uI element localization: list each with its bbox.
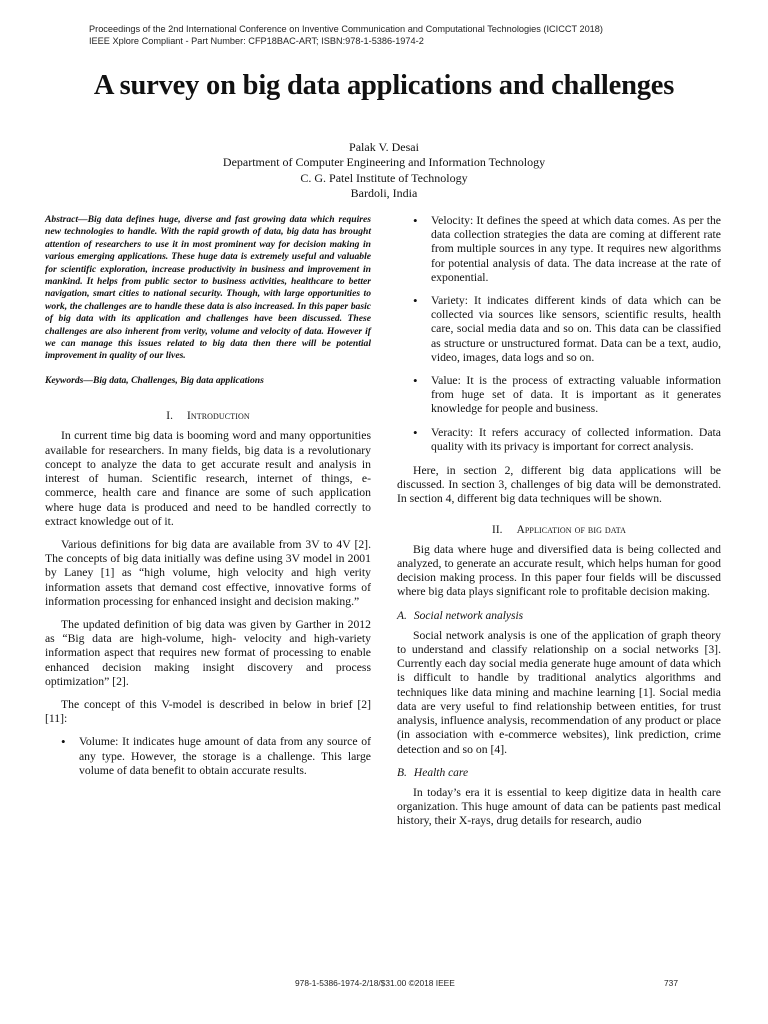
bullet-variety: • Variety: It indicates different kinds of data which can be collected via sources like sensors, scientific results, health care, social media data and so on. This data can be classified as structure or unstructured format. Data can be a text, audio, video, images, data logs and so on. — [397, 294, 721, 365]
keywords: Keywords—Big data, Challenges, Big data applications — [45, 374, 264, 386]
bullet-veracity: • Veracity: It refers accuracy of collected information. Data quality with its privacy is important for correct analysis. — [397, 426, 721, 454]
left-column — [45, 214, 371, 788]
intro-paragraph-1: In current time big data is booming word and many opportunities available for researchers. In many fields, big data is a revolutionary concept to analyze the data to get accurate result and analysis in interest of human. Scientific research, internet of things, e-commerce, health care and finance are some of such application where huge data is produced and need to be handled correctly to extract knowledge out of it. — [45, 429, 371, 528]
subsection-b-heading — [397, 766, 721, 780]
abstract: Abstract—Big data defines huge, diverse and fast growing data which requires new technologies to handle. With the rapid growth of data, big data has brought attention of researchers to use it in most prominent way for decision making in various emerging applications. These huge data is extremely useful and valuable for scientific exploration, increase productivity in business and improvement in mankind. It helps from public sector to business activities, healthcare to better navigation, smart cities to national security. Though, with large opportunities to work, the challenges are to handle these data is also increased. In this paper basic of big data with its application and challenges have been discussed. These challenges are also inherent from verity, volume and velocity of data. However if we can manage this issues related to big data then there will be potential improvement in quality of our lives. — [45, 214, 371, 362]
header-line-1: Proceedings of the 2nd International Conference on Inventive Communication and Computational Technologies (ICICCT 2018) — [89, 24, 603, 34]
v-model-list-right — [397, 214, 721, 454]
author-department: Department of Computer Engineering and Information Technology — [222, 155, 546, 170]
author-institute: C. G. Patel Institute of Technology — [300, 170, 468, 185]
subsection-a-heading — [397, 609, 721, 623]
section-1-heading — [45, 409, 371, 423]
bullet-volume: • Volume: It indicates huge amount of data from any source of any type. However, the storage is a challenge. This large volume of data benefit to obtain accurate results. — [45, 735, 371, 778]
section-2-number: II. — [491, 523, 503, 536]
right-column — [397, 214, 721, 838]
conference-header — [89, 23, 709, 47]
intro-paragraph-4: The concept of this V-model is described in below in brief [2][11]: — [45, 697, 371, 726]
header-line-2: IEEE Xplore Compliant - Part Number: CFP18BAC-ART; ISBN:978-1-5386-1974-2 — [89, 36, 424, 46]
subsection-b-text: In today’s era it is essential to keep digitize data in health care organization. This huge amount of data can be patients past medical history, their X-rays, drug details for research, audio — [397, 785, 721, 828]
bullet-velocity: • Velocity: It defines the speed at which data comes. As per the data collection strategies the data are coming at different rate from multiple sources in any type. It requires new algorithms for potential analysis of data. The data increase at the rate of exponential. — [397, 214, 721, 285]
subsection-a-number: A. — [397, 609, 407, 622]
section-2-title: Application of big data — [516, 523, 627, 536]
v-model-list-left — [45, 735, 371, 778]
section-1-number: I. — [166, 410, 174, 423]
author-location: Bardoli, India — [350, 185, 418, 200]
page-number: 737 — [664, 978, 678, 988]
intro-paragraph-2: Various definitions for big data are available from 3V to 4V [2]. The concepts of big data initially was define using 3V model in 2001 by Laney [1] as “high volume, high velocity and high verity information assets that demand cost effective, innovative forms of information processing for enhanced insight and decision making.” — [45, 537, 371, 608]
subsection-b-number: B. — [397, 766, 407, 779]
section-2-intro: Big data where huge and diversified data is being collected and analyzed, to generate an accurate result, which helps human for good decision making process. In this paper four fields will be discussed where big data plays significant role to profitable decision making. — [397, 542, 721, 599]
footer-isbn: 978-1-5386-1974-2/18/$31.00 ©2018 IEEE — [295, 978, 455, 988]
bullet-value: • Value: It is the process of extracting valuable information from huge set of data. It is important as it generates knowledge for people and business. — [397, 374, 721, 417]
intro-paragraph-3: The updated definition of big data was given by Garther in 2012 as “Big data are high-volume, high- velocity and high-variety information aspect that requires new format of processing to enable enhanced decision making insight discovery and process optimization” [2]. — [45, 617, 371, 688]
section-2-heading — [397, 523, 721, 537]
author-block — [0, 140, 768, 201]
author-name: Palak V. Desai — [349, 140, 419, 154]
intro-closing-paragraph: Here, in section 2, different big data applications will be discussed. In section 3, challenges of big data will be demonstrated. In section 4, different big data techniques will be shown. — [397, 464, 721, 506]
subsection-a-text: Social network analysis is one of the application of graph theory to understand and classify relationship on a social networks [3]. Currently each day social media generate huge amount of data which is difficult to handle by traditional analytics algorithms and techniques like data mining and machine learning [1]. Social media data are very useful to find relationship between entities, for trust analysis, influence analysis, recommendation of any product or place (in association with e-commerce websites), link prediction, crime detection and so on [4]. — [397, 628, 721, 756]
section-1-title: Introduction — [187, 410, 250, 423]
subsection-b-title: Health care — [413, 766, 469, 779]
subsection-a-title: Social network analysis — [413, 609, 524, 622]
paper-title: A survey on big data applications and challenges — [93, 70, 675, 101]
